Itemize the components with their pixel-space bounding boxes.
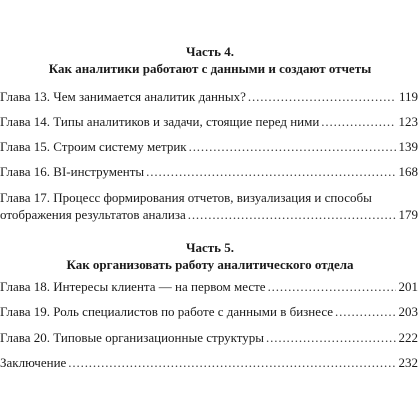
dot-leader xyxy=(146,163,395,180)
toc-entry-chapter-15[interactable] xyxy=(0,138,420,155)
toc-entry-page: 222 xyxy=(398,330,418,345)
toc-entry-title: Глава 13. Чем занимается аналитик данных? xyxy=(0,89,246,104)
toc-entry-title: Глава 16. BI-инструменты xyxy=(0,164,145,179)
dot-leader xyxy=(266,329,395,346)
toc-entry-title: Глава 14. Типы аналитиков и задачи, стоящие перед ними xyxy=(0,114,320,129)
dot-leader xyxy=(268,278,396,295)
toc-entry-title: Глава 19. Роль специалистов по работе с данными в бизнесе xyxy=(0,304,334,319)
part-4-number: Часть 4. xyxy=(185,44,235,59)
part-5-heading xyxy=(0,239,420,273)
toc-entry-title: Глава 18. Интересы клиента — на первом месте xyxy=(0,279,266,294)
dot-leader xyxy=(68,354,395,371)
toc-entry-chapter-17[interactable] xyxy=(0,189,420,223)
toc-entry-chapter-18[interactable] xyxy=(0,278,420,295)
part-5-title: Как организовать работу аналитического отдела xyxy=(66,257,354,272)
part-5-number: Часть 5. xyxy=(185,240,235,255)
toc-entry-title: Глава 20. Типовые организационные структуры xyxy=(0,330,265,345)
toc-entry-title-line1: Глава 17. Процесс формирования отчетов, визуализация и способы xyxy=(0,190,372,205)
part-4-heading xyxy=(0,43,420,77)
toc-entry-title: Заключение xyxy=(0,355,67,370)
toc-entry-chapter-14[interactable] xyxy=(0,113,420,130)
dot-leader xyxy=(321,113,395,130)
toc-entry-chapter-19[interactable] xyxy=(0,303,420,320)
toc-entry-page: 179 xyxy=(398,207,418,222)
toc-entry-chapter-13[interactable] xyxy=(0,88,420,105)
part-4-title: Как аналитики работают с данными и создают отчеты xyxy=(48,61,372,76)
toc-entry-page: 203 xyxy=(398,304,418,319)
dot-leader xyxy=(335,303,395,320)
dot-leader xyxy=(248,88,396,105)
toc-entry-page: 119 xyxy=(398,89,418,104)
toc-entry-page: 123 xyxy=(398,114,418,129)
dot-leader xyxy=(188,206,396,223)
dot-leader xyxy=(189,138,396,155)
toc-entry-title: Глава 15. Строим систему метрик xyxy=(0,139,187,154)
toc-entry-chapter-16[interactable] xyxy=(0,163,420,180)
toc-entry-page: 232 xyxy=(398,355,418,370)
toc-entry-page: 201 xyxy=(398,279,418,294)
toc-entry-chapter-20[interactable] xyxy=(0,329,420,346)
toc-entry-page: 168 xyxy=(398,164,418,179)
toc-entry-conclusion[interactable] xyxy=(0,354,420,371)
toc-entry-page: 139 xyxy=(398,139,418,154)
toc-entry-title: отображения результатов анализа xyxy=(0,207,186,222)
